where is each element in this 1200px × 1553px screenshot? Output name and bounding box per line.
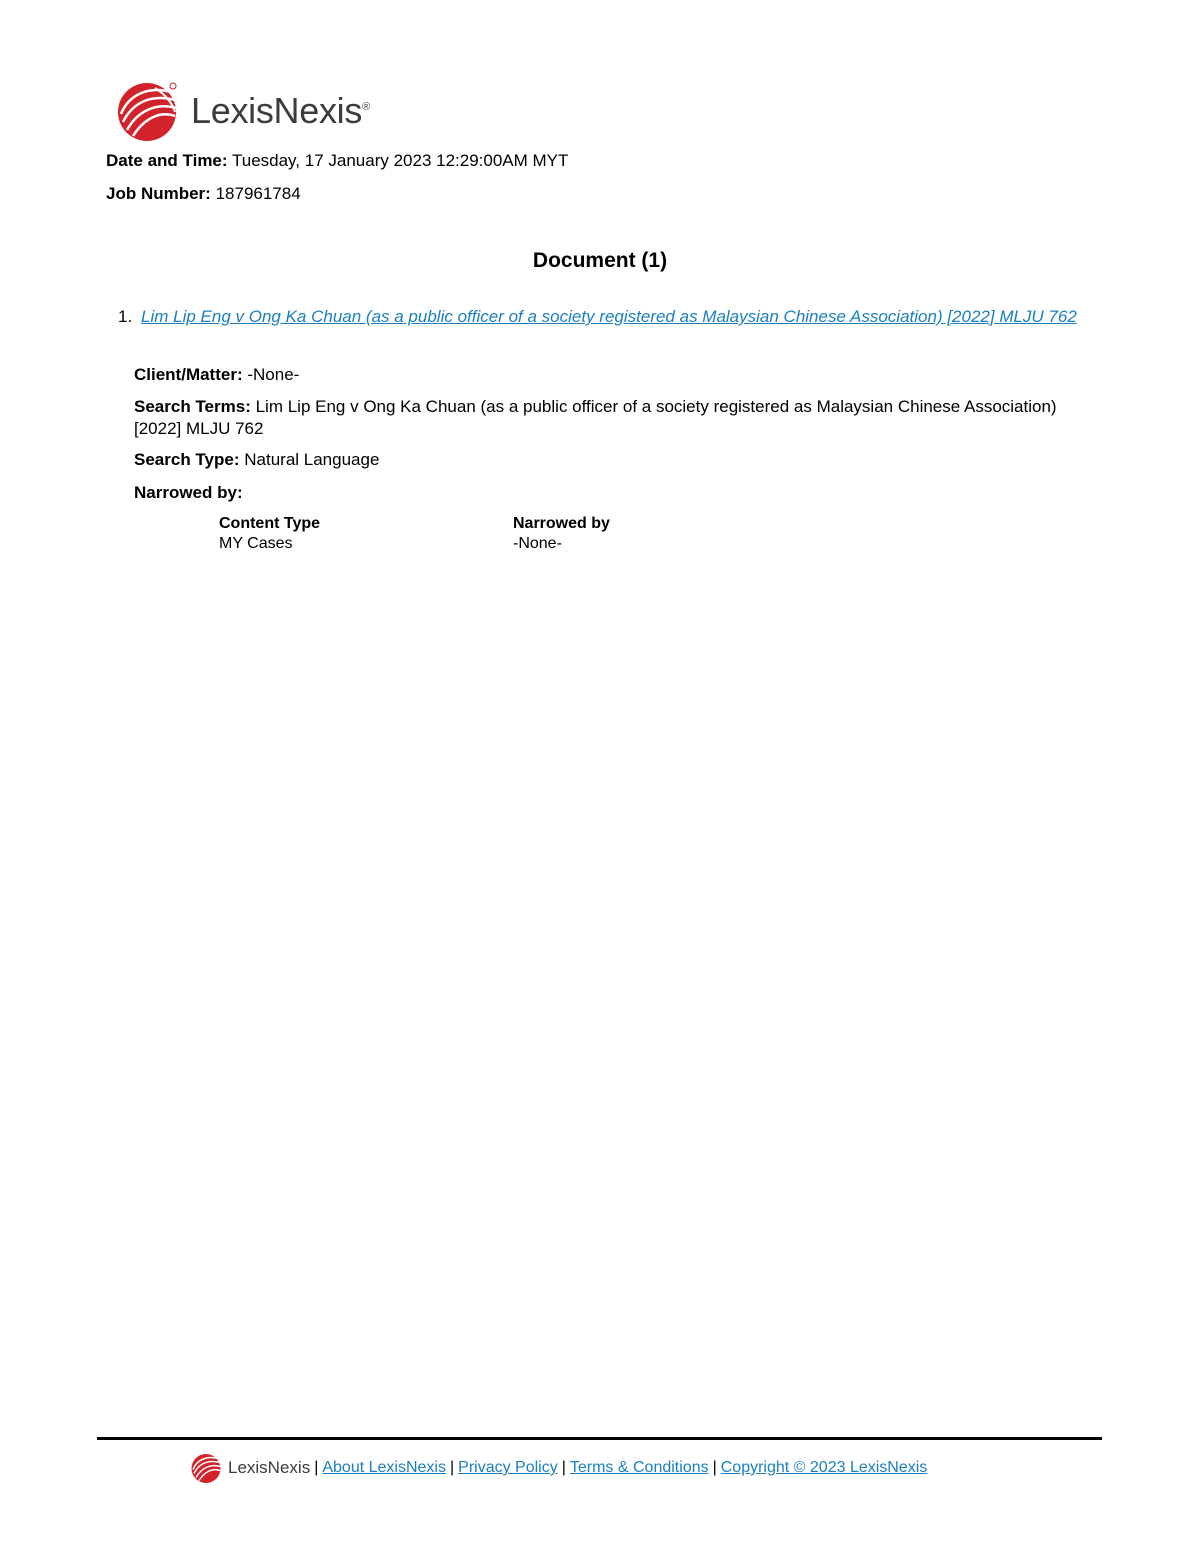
document-link[interactable]: Lim Lip Eng v Ong Ka Chuan (as a public officer of a society registered as Malaysian Chinese Association) [2022] MLJU 762: [141, 307, 1077, 326]
search-terms-field: [134, 396, 1094, 440]
copyright-link[interactable]: Copyright © 2023 LexisNexis: [720, 1459, 928, 1476]
search-terms-label: Search Terms:: [134, 397, 251, 416]
terms-conditions-link[interactable]: Terms & Conditions: [569, 1459, 709, 1476]
job-number-line: [106, 184, 301, 204]
footer-separator: |: [449, 1459, 455, 1476]
date-time-label: Date and Time:: [106, 151, 228, 170]
footer-logo-wordmark: LexisNexis: [228, 1458, 311, 1477]
narrowed-by-value: -None-: [513, 535, 562, 552]
content-type-header: Content Type: [219, 515, 321, 532]
client-matter-label: Client/Matter:: [134, 365, 243, 384]
content-type-column: [219, 514, 499, 554]
lexisnexis-logo: [115, 80, 370, 142]
lexisnexis-globe-icon: [115, 80, 179, 142]
search-type-label: Search Type:: [134, 450, 240, 469]
client-matter-value: -None-: [247, 365, 300, 384]
job-number-label: Job Number:: [106, 184, 211, 203]
client-matter-field: [134, 364, 1094, 386]
search-type-value: Natural Language: [244, 450, 380, 469]
footer-separator: |: [561, 1459, 566, 1476]
logo-wordmark: LexisNexis®: [191, 90, 370, 131]
job-number-value: 187961784: [215, 184, 301, 203]
footer-divider: [97, 1437, 1102, 1440]
document-title: Document (1): [532, 249, 668, 272]
footer-separator: |: [712, 1459, 717, 1476]
date-time-line: [106, 151, 568, 171]
about-lexisnexis-link[interactable]: About LexisNexis: [322, 1459, 446, 1476]
privacy-policy-link[interactable]: Privacy Policy: [458, 1459, 558, 1476]
search-terms-value: Lim Lip Eng v Ong Ka Chuan (as a public officer of a society registered as Malaysian Chinese Association) [2022] MLJU 762: [134, 397, 1057, 438]
narrowed-by-field: [134, 482, 1094, 504]
item-number: 1.: [118, 307, 133, 326]
footer-separator: |: [314, 1459, 319, 1476]
document-list-item: [118, 302, 1088, 331]
date-time-value: Tuesday, 17 January 2023 12:29:00AM MYT: [231, 151, 569, 170]
narrowed-by-header: Narrowed by: [513, 515, 610, 532]
narrowed-by-column: [513, 514, 793, 554]
narrowed-by-label: Narrowed by:: [134, 483, 243, 502]
content-type-value: MY Cases: [219, 535, 293, 552]
footer: [190, 1452, 927, 1484]
lexisnexis-globe-icon: [190, 1452, 222, 1484]
search-type-field: [134, 449, 1094, 471]
